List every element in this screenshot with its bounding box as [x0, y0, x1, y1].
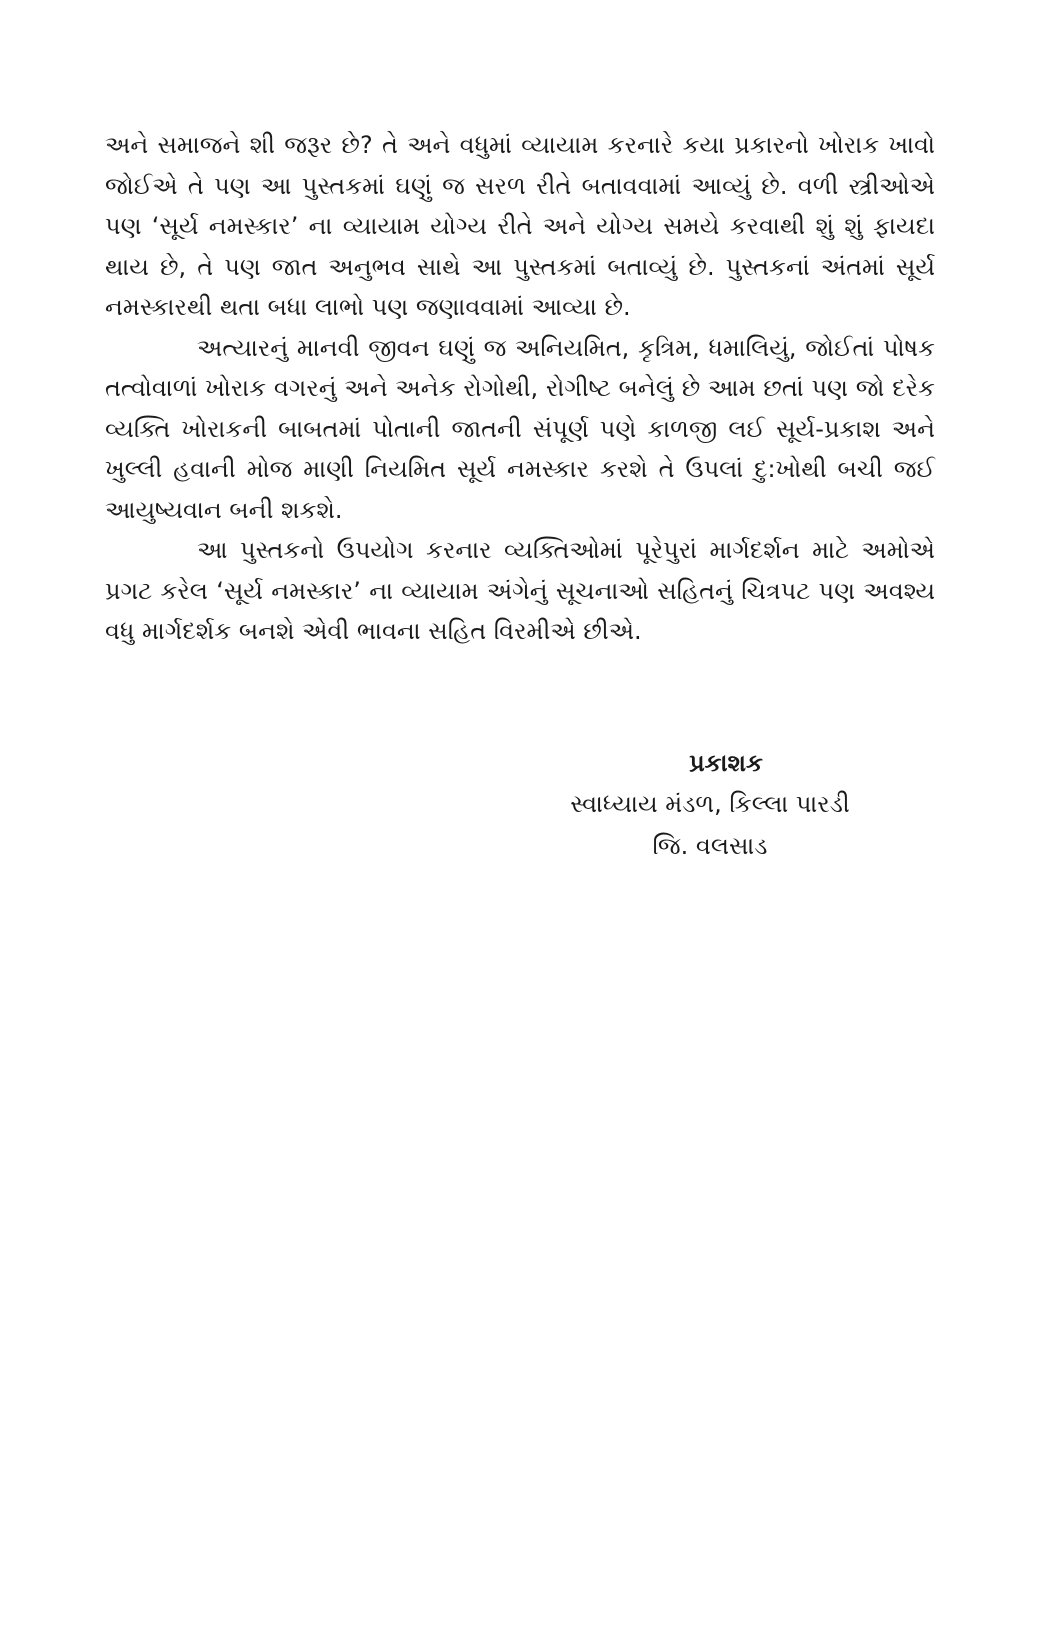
publisher-district: જિ. વલસાડ — [652, 832, 768, 860]
paragraph-3: આ પુસ્તકનો ઉપયોગ કરનાર વ્યક્તિઓમાં પૂરેપુરાં માર્ગદર્શન માટે અમોએ પ્રગટ કરેલ ‘સૂર્ય નમસ્કાર’ ના વ્યાયામ અંગેનું સૂચનાઓ સહિતનું ચિત્રપટ પણ અવશ્ય વધુ માર્ગદર્શક બનશે એવી ભાવના સહિત વિરમીએ છીએ. — [105, 536, 935, 645]
publisher-signature — [540, 743, 880, 867]
body-text — [105, 125, 935, 652]
publisher-organization: સ્વાધ્યાય મંડળ, કિલ્લા પારડી — [570, 790, 850, 818]
paragraph-2: અત્યારનું માનવી જીવન ઘણું જ અનિયમિત, કૃત્રિમ, ધમાલિયું, જોઈતાં પોષક તત્વોવાળાં ખોરાક વગરનું અને અનેક રોગોથી, રોગીષ્ટ બનેલું છે આમ છતાં પણ જો દરેક વ્યક્તિ ખોરાકની બાબતમાં પોતાની જાતની સંપૂર્ણ પણે કાળજી લઈ સૂર્ય-પ્રકાશ અને ખુલ્લી હવાની મોજ માણી નિયમિત સૂર્ય નમસ્કાર કરશે તે ઉપલાં દુ:ખોથી બચી જઈ આયુષ્યવાન બની શકશે. — [105, 333, 935, 524]
publisher-label: પ્રકાશક — [689, 749, 763, 777]
paragraph-1: અને સમાજને શી જરૂર છે? તે અને વધુમાં વ્યાયામ કરનારે કયા પ્રકારનો ખોરાક ખાવો જોઈએ તે પણ આ પુસ્તકમાં ઘણું જ સરળ રીતે બતાવવામાં આવ્યું છે. વળી સ્ત્રીઓએ પણ ‘સૂર્ય નમસ્કાર’ ના વ્યાયામ યોગ્ય રીતે અને યોગ્ય સમયે કરવાથી શું શું ફાયદા થાય છે, તે પણ જાત અનુભવ સાથે આ પુસ્તકમાં બતાવ્યું છે. પુસ્તકનાં અંતમાં સૂર્ય નમસ્કારથી થતા બધા લાભો પણ જણાવવામાં આવ્યા છે. — [105, 131, 935, 321]
